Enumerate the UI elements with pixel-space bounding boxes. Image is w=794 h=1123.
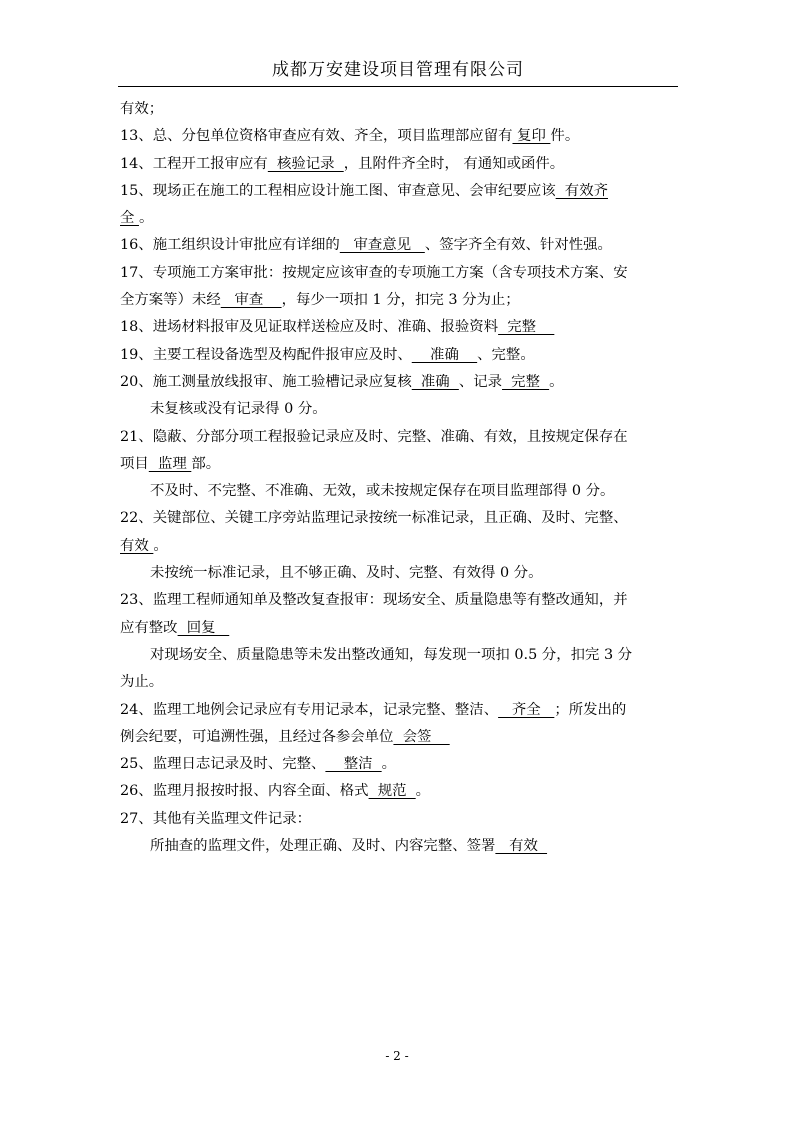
text-segment: 有效； [120,101,164,117]
text-segment: ，每少一项扣 1 分，扣完 3 分为止； [281,292,520,309]
text-segment: 21、隐蔽、分部分项工程报验记录应及时、完整、准确、有效，且按规定保存在 [120,428,628,445]
company-name: 成都万安建设项目管理有限公司 [272,60,524,80]
text-line [120,806,680,833]
text-line [120,151,680,178]
page-number: - 2 - [385,1049,409,1063]
text-segment: 。 [153,537,168,554]
text-line [120,833,680,860]
text-line [120,587,680,614]
filled-blank: 有效 [495,838,548,855]
text-segment: 未复核或没有记录得 0 分。 [150,401,327,418]
text-line [120,369,680,396]
text-segment: 19、主要工程设备选型及构配件报审应及时、 [120,346,412,363]
filled-blank: 齐全 [498,701,555,718]
text-line [120,205,680,232]
text-segment: 部。 [191,455,221,472]
text-segment: 14、工程开工报审应有 [120,155,268,172]
text-line [120,96,680,123]
text-line [120,615,680,642]
text-line [120,451,680,478]
filled-blank: 会签 [393,728,450,745]
filled-blank: 审查意见 [339,237,425,254]
text-line [120,178,680,205]
text-segment: 。 [138,210,154,227]
text-segment: 25、监理日志记录及时、完整、 [120,756,326,773]
text-segment: 17、专项施工方案审批：按规定应该审查的专项施工方案（含专项技术方案、安 [120,264,628,281]
text-line [120,478,680,505]
text-line [120,560,680,587]
document-body [120,96,680,860]
text-segment: 例会纪要，可追溯性强，且经过各参会单位 [120,728,394,745]
text-line [120,287,680,314]
text-segment: 所抽查的监理文件，处理正确、及时、内容完整、签署 [150,838,496,855]
text-segment: 20、施工测量放线报审、施工验槽记录应复核 [120,373,412,390]
text-segment: 18、进场材料报审及见证取样送检应及时、准确、报验资料 [120,319,499,336]
filled-blank: 完整 [498,319,555,336]
text-segment: 16、施工组织设计审批应有详细的 [120,237,340,254]
filled-blank: 全 [120,210,139,227]
text-segment: 不及时、不完整、不准确、无效，或未按规定保存在项目监理部得 0 分。 [150,483,615,500]
filled-blank: 完整 [502,373,550,390]
page-footer [0,1049,794,1063]
text-segment: 13、总、分包单位资格审查应有效、齐全，项目监理部应留有 [120,128,513,145]
filled-blank: 规范 [368,783,416,800]
text-segment: 对现场安全、质量隐患等未发出整改通知，每发现一项扣 0.5 分，扣完 3 分 [150,646,633,663]
text-line [120,424,680,451]
filled-blank: 核验记录 [267,155,344,172]
text-segment: 23、监理工程师通知单及整改复查报审：现场安全、质量隐患等有整改通知，并 [120,592,628,609]
text-line [120,396,680,423]
text-segment: 、签字齐全有效、针对性强。 [424,237,612,254]
filled-blank: 准确 [411,373,459,390]
text-segment: 、记录 [458,373,503,390]
text-line [120,342,680,369]
filled-blank: 回复 [177,619,230,636]
text-line [120,232,680,259]
filled-blank: 准确 [411,346,478,363]
filled-blank: 监理 [148,455,192,472]
text-line [120,697,680,724]
text-segment: 应有整改 [120,619,178,636]
text-line [120,260,680,287]
text-segment: 15、现场正在施工的工程相应设计施工图、审查意见、会审纪要应该 [120,182,556,199]
text-segment: 26、监理月报按时报、内容全面、格式 [120,783,369,800]
text-line [120,123,680,150]
text-line [120,778,680,805]
filled-blank: 有效齐 [555,182,608,199]
text-segment: 27、其他有关监理文件记录： [120,810,311,827]
text-line [120,724,680,751]
text-segment: 22、关键部位、关键工序旁站监理记录按统一标准记录，且正确、及时、完整、 [120,510,628,527]
filled-blank: 审查 [220,292,282,309]
text-segment: 。 [381,756,397,773]
text-segment: 。 [549,373,564,390]
text-segment: ，且附件齐全时， 有通知或函件。 [343,155,565,172]
text-line [120,642,680,669]
text-segment: 全方案等）未经 [120,292,221,309]
filled-blank: 整洁 [325,756,382,773]
filled-blank: 复印 [512,128,551,145]
text-segment: 。 [415,783,431,800]
page-header [118,56,678,87]
text-line [120,505,680,532]
text-segment: 24、监理工地例会记录应有专用记录本，记录完整、整洁、 [120,701,499,718]
text-line [120,314,680,341]
text-segment: 未按统一标准记录，且不够正确、及时、完整、有效得 0 分。 [150,565,543,582]
text-segment: ；所发出的 [554,701,627,718]
text-line [120,533,680,560]
filled-blank: 有效 [120,537,154,554]
text-segment: 、完整。 [477,346,535,363]
text-segment: 件。 [550,128,580,145]
text-line [120,751,680,778]
text-segment: 项目 [120,455,149,472]
text-segment: 为止。 [120,674,164,691]
text-line [120,669,680,696]
